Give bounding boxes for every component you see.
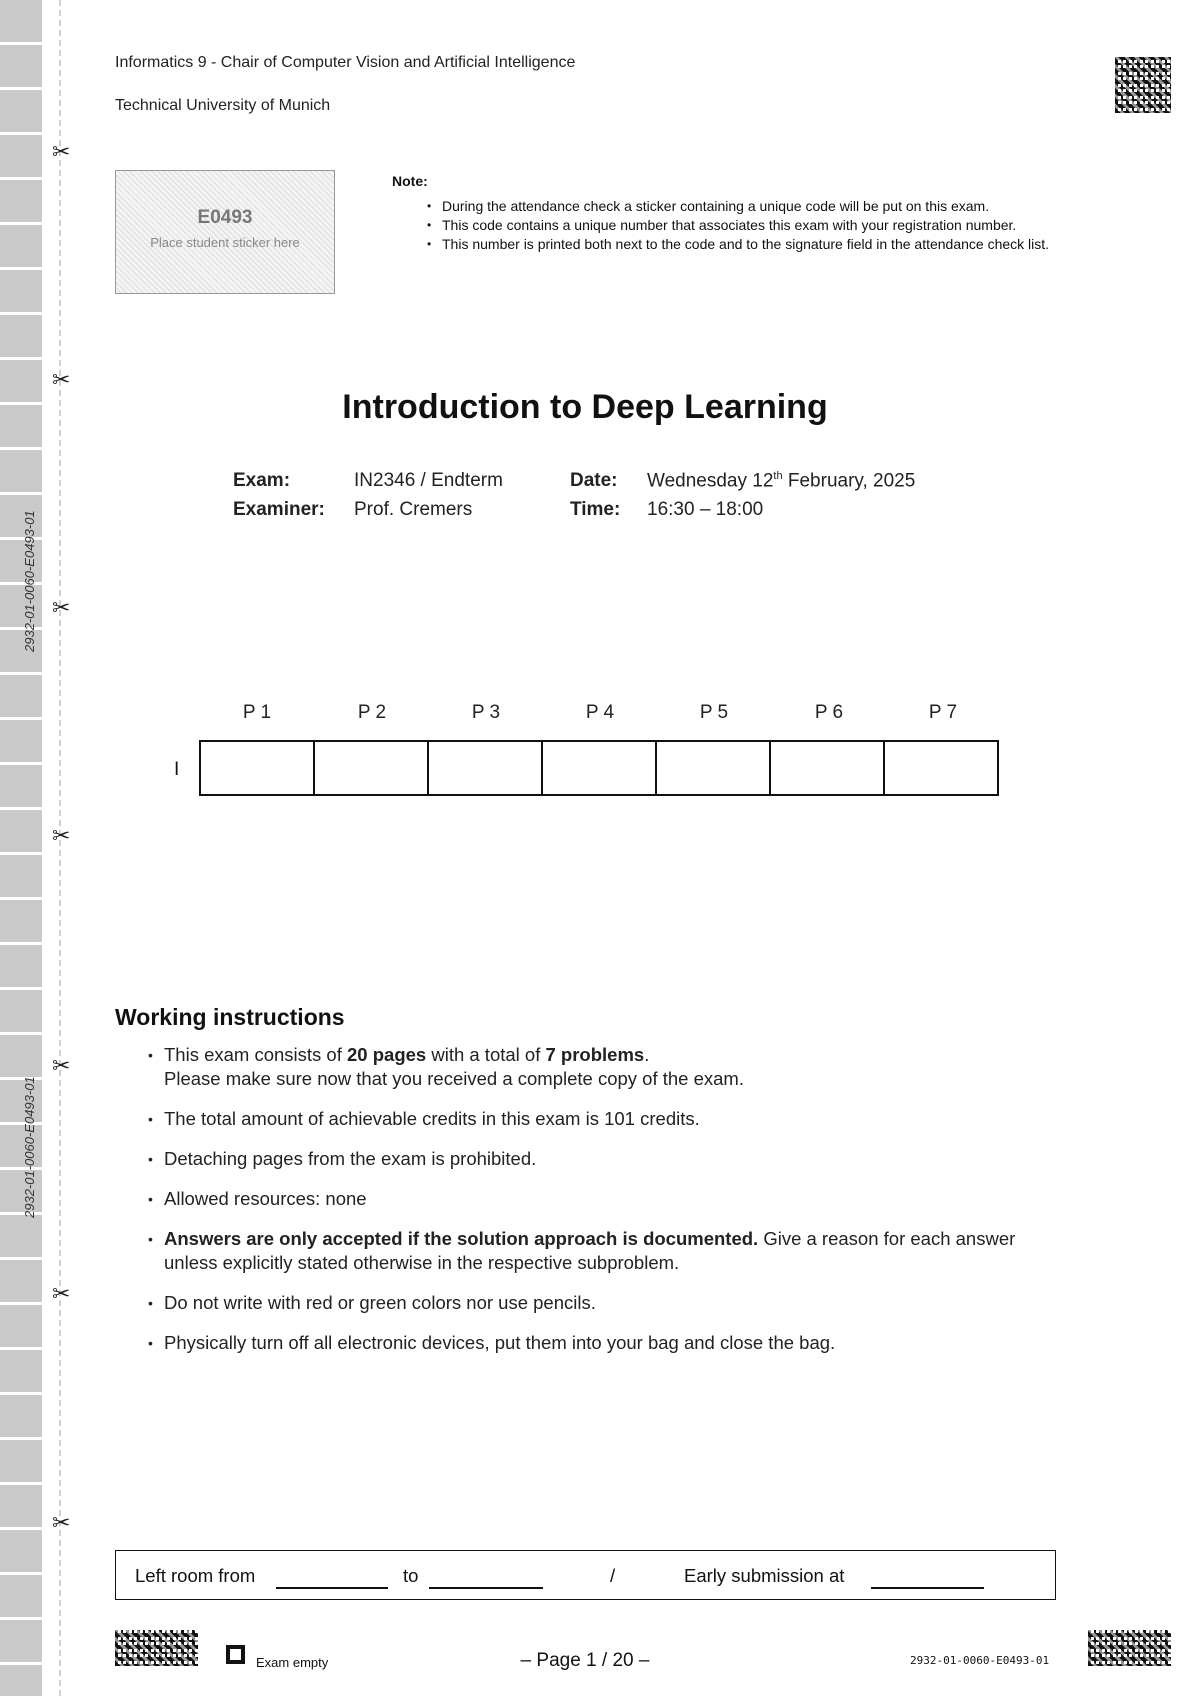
points-cell[interactable] bbox=[315, 742, 429, 794]
side-exam-code: 2932-01-0060-E0493-01 bbox=[22, 1076, 37, 1218]
page-number: – Page 1 / 20 – bbox=[520, 1650, 650, 1671]
early-submission-label: Early submission at bbox=[684, 1565, 845, 1586]
points-cell[interactable] bbox=[771, 742, 885, 794]
points-cell[interactable] bbox=[429, 742, 543, 794]
points-cell[interactable] bbox=[201, 742, 315, 794]
instruction-item: • Detaching pages from the exam is prohibited. bbox=[148, 1147, 1058, 1171]
left-room-from-label: Left room from bbox=[135, 1565, 256, 1586]
points-header: P 4 bbox=[585, 702, 615, 723]
sticker-hint: Place student sticker here bbox=[150, 235, 300, 250]
instruction-item: • Physically turn off all electronic devices, put them into your bag and close the bag. bbox=[148, 1331, 1058, 1355]
exam-value: IN2346 / Endterm bbox=[354, 470, 503, 491]
instruction-item: • Allowed resources: none bbox=[148, 1187, 1058, 1211]
date-value: Wednesday 12th February, 2025 bbox=[647, 470, 916, 492]
slash-separator: / bbox=[610, 1565, 616, 1586]
chair-name: Informatics 9 - Chair of Computer Vision and Artificial Intelligence bbox=[115, 54, 576, 71]
scissors-icon: ✂ bbox=[52, 596, 71, 621]
note-title: Note: bbox=[392, 173, 428, 189]
points-header: P 7 bbox=[928, 702, 958, 723]
left-room-to-field[interactable] bbox=[429, 1587, 543, 1589]
note-item: • This number is printed both next to the code and to the signature field in the attendance check list. bbox=[442, 235, 1057, 253]
qr-code bbox=[1115, 57, 1171, 113]
note-list bbox=[392, 197, 1057, 253]
left-margin-strip bbox=[0, 0, 42, 1696]
points-row-label: I bbox=[174, 759, 180, 780]
scissors-icon: ✂ bbox=[52, 824, 71, 849]
note-item: • During the attendance check a sticker containing a unique code will be put on this exam. bbox=[442, 197, 1057, 215]
points-header: P 3 bbox=[471, 702, 501, 723]
exam-title: Introduction to Deep Learning bbox=[342, 388, 828, 426]
left-room-from-field[interactable] bbox=[276, 1587, 388, 1589]
date-label: Date: bbox=[570, 470, 618, 491]
note-box bbox=[392, 173, 1057, 254]
scissors-icon: ✂ bbox=[52, 1054, 71, 1079]
points-header: P 6 bbox=[814, 702, 844, 723]
student-sticker-area bbox=[115, 170, 335, 294]
points-header: P 1 bbox=[242, 702, 272, 723]
barcode bbox=[1088, 1630, 1171, 1666]
time-value: 16:30 – 18:00 bbox=[647, 499, 764, 520]
scissors-icon: ✂ bbox=[52, 368, 71, 393]
points-header: P 2 bbox=[357, 702, 387, 723]
points-table bbox=[199, 740, 999, 796]
instruction-item: • This exam consists of 20 pages with a total of 7 problems. Please make sure now that you received a complete copy of the exam. bbox=[148, 1043, 1058, 1091]
scissors-icon: ✂ bbox=[52, 1511, 71, 1536]
sticker-code: E0493 bbox=[197, 207, 253, 228]
points-cell[interactable] bbox=[657, 742, 771, 794]
examiner-label: Examiner: bbox=[233, 499, 325, 520]
instruction-item: • Do not write with red or green colors nor use pencils. bbox=[148, 1291, 1058, 1315]
scissors-icon: ✂ bbox=[52, 1282, 71, 1307]
exam-empty-label: Exam empty bbox=[256, 1655, 329, 1670]
instruction-item: • The total amount of achievable credits in this exam is 101 credits. bbox=[148, 1107, 1058, 1131]
early-submission-field[interactable] bbox=[871, 1587, 984, 1589]
instruction-item: • Answers are only accepted if the solution approach is documented. Give a reason for each answer unless explicitly stated otherwise in the respective subproblem. bbox=[148, 1227, 1058, 1275]
examiner-value: Prof. Cremers bbox=[354, 499, 473, 520]
scissors-icon: ✂ bbox=[52, 140, 71, 165]
instructions-list bbox=[148, 1043, 1058, 1371]
university-name: Technical University of Munich bbox=[115, 97, 331, 114]
points-header: P 5 bbox=[699, 702, 729, 723]
points-cell[interactable] bbox=[885, 742, 997, 794]
time-label: Time: bbox=[570, 499, 621, 520]
footer-exam-code: 2932-01-0060-E0493-01 bbox=[910, 1654, 1050, 1667]
exam-label: Exam: bbox=[233, 470, 291, 491]
instructions-title: Working instructions bbox=[115, 1004, 345, 1030]
to-label: to bbox=[403, 1565, 419, 1586]
side-exam-code: 2932-01-0060-E0493-01 bbox=[22, 510, 37, 652]
points-cell[interactable] bbox=[543, 742, 657, 794]
note-item: • This code contains a unique number that associates this exam with your registration number. bbox=[442, 216, 1057, 234]
leave-room-box bbox=[115, 1550, 1056, 1600]
